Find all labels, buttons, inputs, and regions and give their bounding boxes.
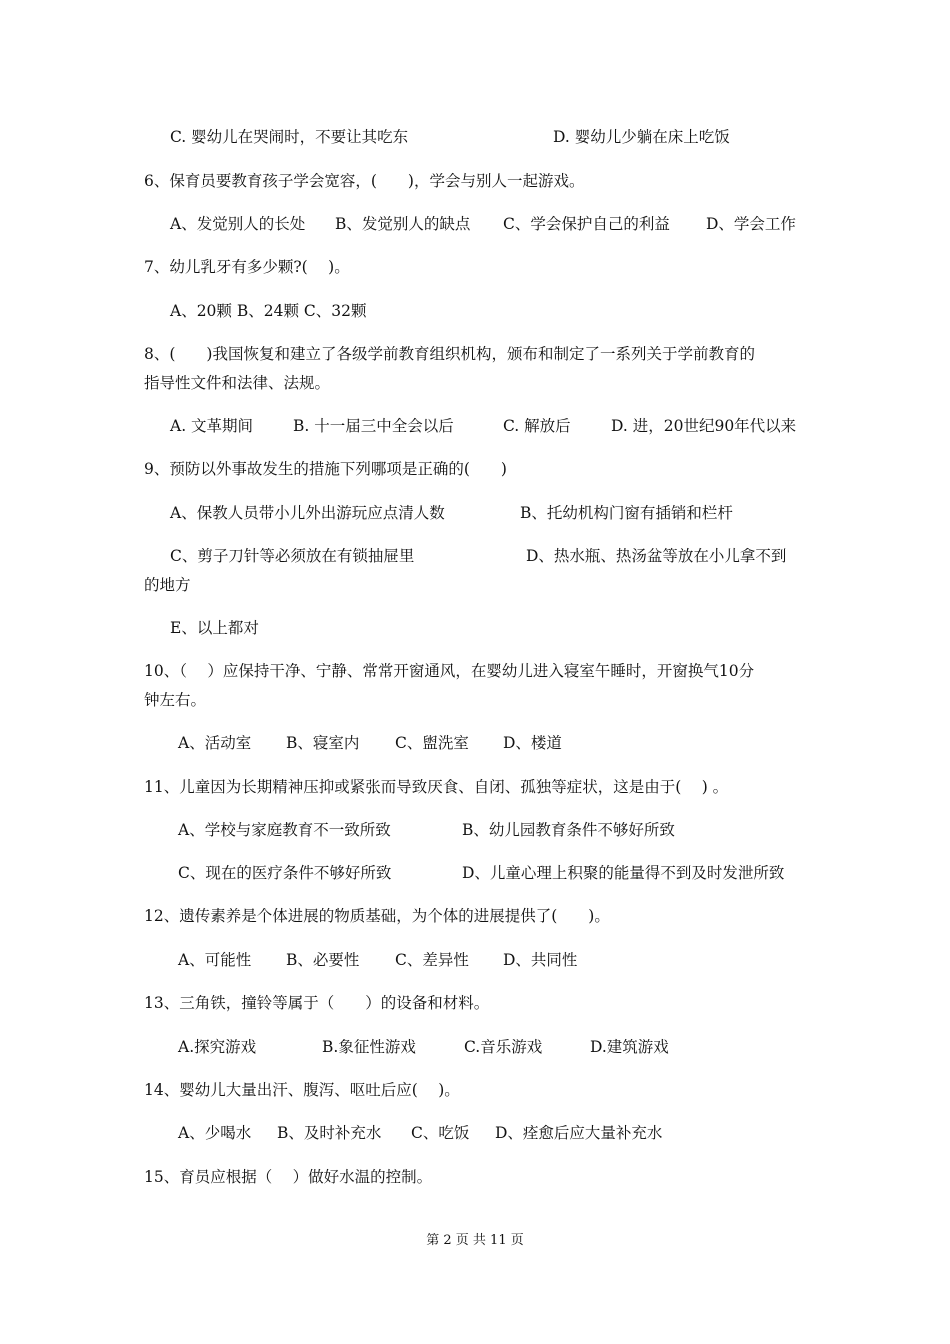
q8-stem-line1: 8、( )我国恢复和建立了各级学前教育组织机构，颁布和制定了一系列关于学前教育的 — [144, 345, 755, 363]
q6-option-a: A、发觉别人的长处 — [170, 215, 306, 233]
q10-option-c: C、盥洗室 — [395, 734, 469, 752]
q12-stem: 12、遗传素养是个体进展的物质基础，为个体的进展提供了( )。 — [144, 907, 610, 925]
q9-option-b: B、托幼机构门窗有插销和栏杆 — [520, 504, 733, 522]
q13-stem: 13、三角铁，撞铃等属于（ ）的设备和材料。 — [144, 994, 490, 1012]
q11-option-d: D、儿童心理上积聚的能量得不到及时发泄所致 — [462, 864, 785, 882]
q12-option-a: A、可能性 — [178, 951, 252, 969]
q9-stem: 9、预防以外事故发生的措施下列哪项是正确的( ) — [144, 460, 507, 478]
q6-option-b: B、发觉别人的缺点 — [335, 215, 471, 233]
q5-option-c: C. 婴幼儿在哭闹时，不要让其吃东 — [170, 128, 409, 146]
q9-option-a: A、保教人员带小儿外出游玩应点清人数 — [170, 504, 445, 522]
q13-option-a: A.探究游戏 — [178, 1038, 257, 1056]
q14-option-d: D、痊愈后应大量补充水 — [495, 1124, 663, 1142]
q5-option-d: D. 婴幼儿少躺在床上吃饭 — [553, 128, 730, 146]
q11-option-c: C、现在的医疗条件不够好所致 — [178, 864, 392, 882]
q13-option-b: B.象征性游戏 — [322, 1038, 416, 1056]
q11-option-a: A、学校与家庭教育不一致所致 — [178, 821, 391, 839]
q9-option-c: C、剪子刀针等必须放在有锁抽屉里 — [170, 547, 415, 565]
q10-option-d: D、楼道 — [503, 734, 562, 752]
q14-option-b: B、及时补充水 — [277, 1124, 382, 1142]
q14-stem: 14、婴幼儿大量出汗、腹泻、呕吐后应( )。 — [144, 1081, 460, 1099]
q10-stem-line2: 钟左右。 — [144, 691, 207, 709]
q14-option-a: A、少喝水 — [178, 1124, 252, 1142]
q6-option-c: C、学会保护自己的利益 — [503, 215, 670, 233]
q6-stem: 6、保育员要教育孩子学会宽容，( )，学会与别人一起游戏。 — [144, 172, 585, 190]
q7-stem: 7、幼儿乳牙有多少颗?( )。 — [144, 258, 350, 276]
q11-stem: 11、儿童因为长期精神压抑或紧张而导致厌食、自闭、孤独等症状，这是由于( ) 。 — [144, 778, 729, 796]
q12-option-d: D、共同性 — [503, 951, 578, 969]
q7-options: A、20颗 B、24颗 C、32颗 — [170, 302, 367, 320]
q11-option-b: B、幼儿园教育条件不够好所致 — [462, 821, 675, 839]
q10-option-a: A、活动室 — [178, 734, 252, 752]
q8-option-d: D. 进，20世纪90年代以来 — [611, 417, 797, 435]
q14-option-c: C、吃饭 — [411, 1124, 470, 1142]
q15-stem: 15、育员应根据（ ）做好水温的控制。 — [144, 1168, 433, 1186]
q8-option-c: C. 解放后 — [503, 417, 571, 435]
q10-stem-line1: 10、（ ）应保持干净、宁静、常常开窗通风，在婴幼儿进入寝室午睡时，开窗换气10分 — [144, 662, 755, 680]
q13-option-c: C.音乐游戏 — [464, 1038, 543, 1056]
q12-option-c: C、差异性 — [395, 951, 469, 969]
q9-option-d-cont: 的地方 — [144, 576, 191, 594]
q9-option-d: D、热水瓶、热汤盆等放在小儿拿不到 — [526, 547, 787, 565]
q12-option-b: B、必要性 — [286, 951, 360, 969]
q13-option-d: D.建筑游戏 — [590, 1038, 669, 1056]
q10-option-b: B、寝室内 — [286, 734, 360, 752]
q6-option-d: D、学会工作 — [706, 215, 796, 233]
q9-option-e: E、以上都对 — [170, 619, 259, 637]
q8-option-b: B. 十一届三中全会以后 — [293, 417, 454, 435]
q8-option-a: A. 文革期间 — [170, 417, 254, 435]
q8-stem-line2: 指导性文件和法律、法规。 — [144, 374, 331, 392]
page-footer: 第 2 页 共 11 页 — [426, 1233, 524, 1248]
